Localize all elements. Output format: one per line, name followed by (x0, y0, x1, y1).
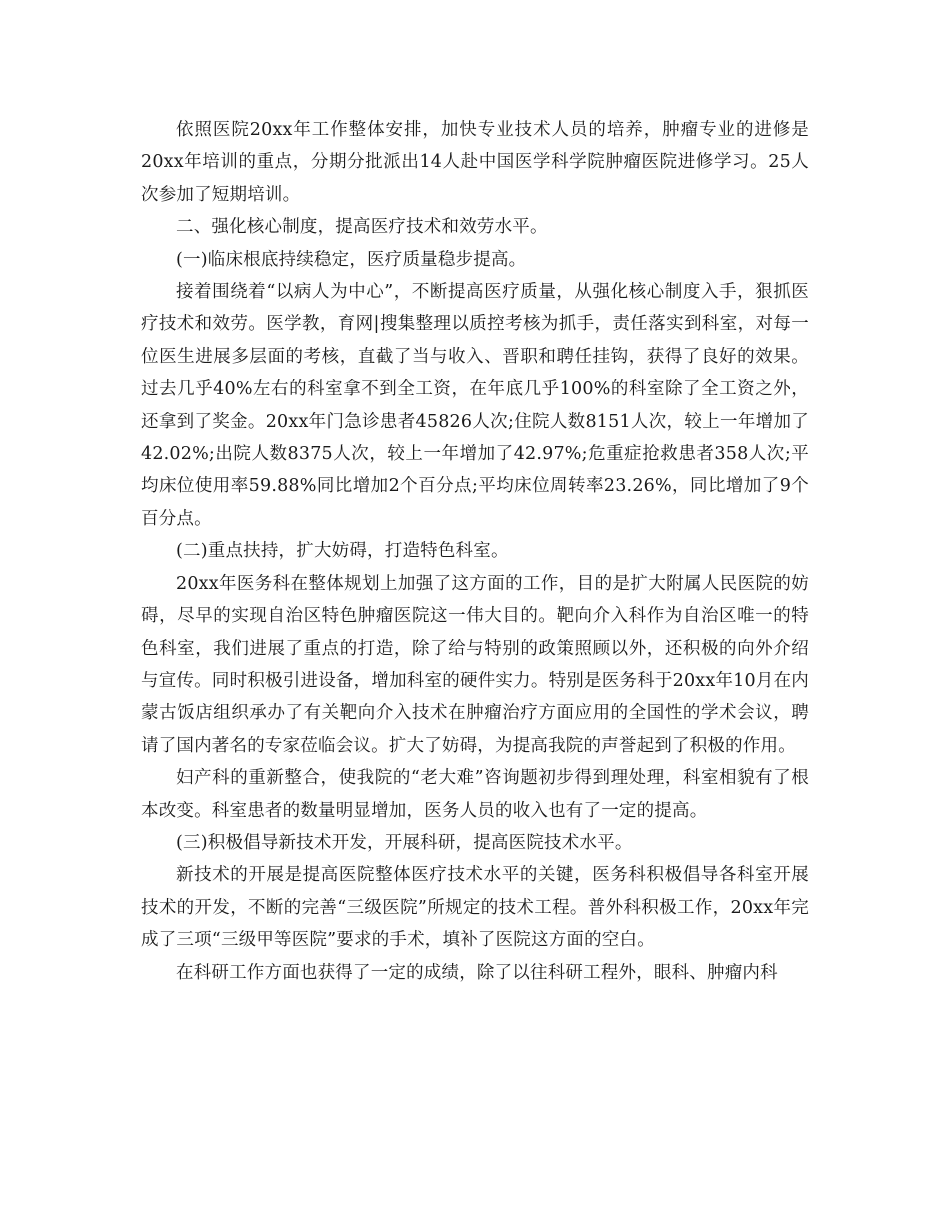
paragraph-research: 在科研工作方面也获得了一定的成绩，除了以往科研工程外，眼科、肿瘤内科 (176, 962, 778, 983)
document-body (141, 114, 809, 989)
paragraph-quality: 接着围绕着“以病人为中心”，不断提高医疗质量，从强化核心制度入手，狠抓医疗技术和效劳。医学教，育网|搜集整理以质控考核为抓手，责任落实到科室，对每一位医生进展多层面的考核，直截了当与收入、晋职和聘任挂钩，获得了良好的效果。过去几乎40%左右的科室拿不到全工资，在年底几乎100%的科室除了全工资之外，还拿到了奖金。20xx年门急诊患者45826人次;住院人数8151人次，较上一年增加了42.02%;出院人数8375人次，较上一年增加了42.97%;危重症抢救患者358人次;平均床位使用率59.88%同比增加2个百分点;平均床位周转率23.26%，同比增加了9个百分点。 (141, 282, 809, 529)
subsection-heading-2: (二)重点扶持，扩大妨碍，打造特色科室。 (176, 541, 509, 562)
paragraph-special-department: 20xx年医务科在整体规划上加强了这方面的工作，目的是扩大附属人民医院的妨碍，尽早的实现自治区特色肿瘤医院这一伟大目的。靶向介入科作为自治区唯一的特色科室，我们进展了重点的打造，除了给与特别的政策照顾以外，还积极的向外介绍与宣传。同时积极引进设备，增加科室的硬件实力。特别是医务科于20xx年10月在内蒙古饭店组织承办了有关靶向介入技术在肿瘤治疗方面应用的全国性的学术会议，聘请了国内著名的专家莅临会议。扩大了妨碍，为提高我院的声誉起到了积极的作用。 (141, 573, 809, 756)
paragraph-training: 依照医院20xx年工作整体安排，加快专业技术人员的培养，肿瘤专业的进修是20xx年培训的重点，分期分批派出14人赴中国医学科学院肿瘤医院进修学习。25人次参加了短期培训。 (141, 120, 809, 205)
paragraph-new-technology: 新技术的开展是提高医院整体医疗技术水平的关键，医务科积极倡导各科室开展技术的开发，不断的完善“三级医院”所规定的技术工程。普外科积极工作，20xx年完成了三项“三级甲等医院”要求的手术，填补了医院这方面的空白。 (141, 865, 809, 951)
paragraph-obstetrics: 妇产科的重新整合，使我院的“老大难”咨询题初步得到理处理，科室相貌有了根本改变。科室患者的数量明显增加，医务人员的收入也有了一定的提高。 (141, 768, 809, 821)
section-heading-2: 二、强化核心制度，提高医疗技术和效劳水平。 (176, 217, 548, 238)
subsection-heading-3: (三)积极倡导新技术开发，开展科研，提高医院技术水平。 (176, 832, 633, 853)
subsection-heading-1: (一)临床根底持续稳定，医疗质量稳步提高。 (176, 249, 527, 270)
